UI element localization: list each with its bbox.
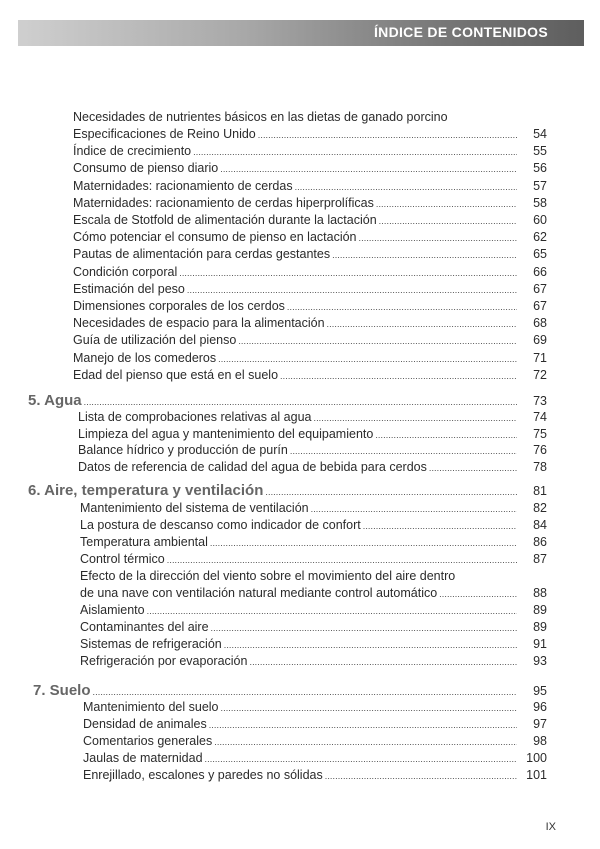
entry-page-number: 98 xyxy=(533,734,547,748)
toc-entry[interactable] xyxy=(78,427,547,443)
entry-label-line: Necesidades de nutrientes básicos en las dietas de ganado porcino xyxy=(73,110,448,124)
entry-label: Mantenimiento del sistema de ventilación xyxy=(80,501,309,515)
dot-leader xyxy=(218,351,517,367)
entry-label: Balance hídrico y producción de purín xyxy=(78,443,288,457)
entry-page-number: 58 xyxy=(533,195,547,210)
entry-label: Aislamiento xyxy=(80,603,145,617)
dot-leader xyxy=(214,734,517,750)
entry-label: Edad del pienso que está en el suelo xyxy=(73,367,279,382)
toc-entry[interactable] xyxy=(73,265,547,281)
toc-entry[interactable] xyxy=(73,179,547,195)
entry-page-number: 65 xyxy=(533,247,547,262)
toc-entry[interactable] xyxy=(78,443,547,459)
toc-entry[interactable] xyxy=(73,196,547,212)
entry-label: Necesidades de espacio para la alimentación xyxy=(73,316,325,331)
section-heading-entry[interactable] xyxy=(33,683,547,700)
entry-page-number: 74 xyxy=(533,410,547,424)
dot-leader xyxy=(359,230,517,246)
entry-page-number: 68 xyxy=(533,316,547,331)
dot-leader xyxy=(211,620,517,636)
dot-leader xyxy=(209,717,517,733)
entry-page-number: 75 xyxy=(533,426,547,441)
entry-page-number: 73 xyxy=(533,394,547,408)
toc-entry[interactable] xyxy=(78,410,547,426)
toc-entry[interactable] xyxy=(83,717,547,733)
section-heading-entry[interactable] xyxy=(28,393,547,410)
dot-leader xyxy=(295,179,517,195)
entry-label: Jaulas de maternidad xyxy=(83,751,203,765)
entry-page-number: 69 xyxy=(533,333,547,348)
entry-page-number: 55 xyxy=(533,144,547,159)
entry-label: Contaminantes del aire xyxy=(80,620,209,634)
entry-page-number: 56 xyxy=(533,161,547,176)
dot-leader xyxy=(205,751,517,767)
dot-leader xyxy=(179,265,517,281)
toc-entry[interactable] xyxy=(73,247,547,263)
entry-page-number: 95 xyxy=(533,684,547,698)
entry-label: Índice de crecimiento xyxy=(73,144,192,159)
toc-entry[interactable] xyxy=(78,460,547,476)
entry-label: Densidad de animales xyxy=(83,717,207,731)
entry-page-number: 54 xyxy=(533,127,547,141)
entry-label: Cómo potenciar el consumo de pienso en lactación xyxy=(73,230,357,245)
dot-leader xyxy=(311,501,517,517)
dot-leader xyxy=(313,410,517,426)
entry-page-number: 89 xyxy=(533,620,547,634)
entry-page-number: 88 xyxy=(533,586,547,600)
entry-page-number: 87 xyxy=(533,552,547,566)
toc-entry[interactable] xyxy=(80,501,547,517)
toc-entry[interactable] xyxy=(73,213,547,229)
toc-entry[interactable] xyxy=(80,552,547,568)
dot-leader xyxy=(327,316,517,332)
section-title: 7. Suelo xyxy=(33,682,91,699)
dot-leader xyxy=(379,213,517,229)
dot-leader xyxy=(265,484,517,500)
toc-entry[interactable] xyxy=(80,518,547,534)
dot-leader xyxy=(221,700,518,716)
dot-leader xyxy=(375,427,517,443)
entry-label: Sistemas de refrigeración xyxy=(80,637,222,651)
dot-leader xyxy=(439,586,517,602)
entry-label: La postura de descanso como indicador de confort xyxy=(80,518,361,532)
dot-leader xyxy=(224,637,517,653)
entry-label: Control térmico xyxy=(80,552,165,566)
toc-entry[interactable] xyxy=(73,351,547,367)
entry-page-number: 57 xyxy=(533,178,547,193)
toc-entry[interactable] xyxy=(83,700,547,716)
page-number: IX xyxy=(545,821,556,833)
entry-page-number: 78 xyxy=(533,459,547,474)
toc-entry[interactable] xyxy=(83,751,547,767)
entry-label: Pautas de alimentación para cerdas gestantes xyxy=(73,247,331,262)
dot-leader xyxy=(210,535,517,551)
toc-entry[interactable] xyxy=(80,586,547,602)
dot-leader xyxy=(280,368,517,384)
toc-entry[interactable] xyxy=(73,144,547,160)
toc-entry[interactable] xyxy=(73,316,547,332)
entry-label: Comentarios generales xyxy=(83,734,213,748)
entry-label: Guía de utilización del pienso xyxy=(73,333,237,348)
dot-leader xyxy=(376,196,517,212)
toc-entry[interactable] xyxy=(80,620,547,636)
dot-leader xyxy=(290,443,517,459)
entry-page-number: 96 xyxy=(533,700,547,714)
entry-label: Refrigeración por evaporación xyxy=(80,654,248,668)
dot-leader xyxy=(93,684,517,700)
entry-page-number: 72 xyxy=(533,367,547,382)
entry-label: Manejo de los comederos xyxy=(73,350,217,365)
entry-page-number: 101 xyxy=(526,768,547,782)
entry-page-number: 62 xyxy=(533,230,547,245)
dot-leader xyxy=(167,552,517,568)
entry-page-number: 93 xyxy=(533,654,547,668)
toc-entry[interactable] xyxy=(73,127,547,143)
entry-page-number: 66 xyxy=(533,264,547,279)
entry-page-number: 81 xyxy=(533,484,547,498)
dot-leader xyxy=(287,299,517,315)
toc-entry[interactable] xyxy=(83,734,547,750)
dot-leader xyxy=(363,518,517,534)
toc-entry[interactable] xyxy=(73,368,547,384)
entry-page-number: 60 xyxy=(533,213,547,227)
toc-entry[interactable] xyxy=(83,768,547,784)
toc-entry[interactable] xyxy=(80,535,547,551)
header-bar xyxy=(18,20,584,46)
entry-label: Temperatura ambiental xyxy=(80,535,208,549)
dot-leader xyxy=(187,282,517,298)
entry-page-number: 89 xyxy=(533,603,547,617)
entry-page-number: 71 xyxy=(533,350,547,365)
entry-label: Mantenimiento del suelo xyxy=(83,700,219,714)
dot-leader xyxy=(332,247,517,263)
entry-page-number: 76 xyxy=(533,443,547,457)
dot-leader xyxy=(84,394,517,410)
entry-page-number: 67 xyxy=(533,281,547,296)
dot-leader xyxy=(147,603,517,619)
entry-page-number: 82 xyxy=(533,501,547,515)
entry-label: Estimación del peso xyxy=(73,281,185,296)
entry-label: Escala de Stotfold de alimentación durante la lactación xyxy=(73,213,377,227)
toc-entry[interactable] xyxy=(73,299,547,315)
toc-entry[interactable] xyxy=(80,654,547,670)
entry-page-number: 100 xyxy=(526,751,547,765)
entry-label: Especificaciones de Reino Unido xyxy=(73,127,256,141)
toc-entry[interactable] xyxy=(73,161,547,177)
entry-page-number: 86 xyxy=(533,535,547,549)
entry-label: Maternidades: racionamiento de cerdas xyxy=(73,178,293,193)
section-heading-entry[interactable] xyxy=(28,483,547,500)
entry-page-number: 97 xyxy=(533,717,547,731)
entry-label: Limpieza del agua y mantenimiento del equipamiento xyxy=(78,426,374,441)
dot-leader xyxy=(193,144,517,160)
entry-label-line: Efecto de la dirección del viento sobre el movimiento del aire dentro xyxy=(80,569,456,583)
section-title: 5. Agua xyxy=(28,392,82,409)
entry-label: Dimensiones corporales de los cerdos xyxy=(73,299,285,313)
entry-label: Lista de comprobaciones relativas al agua xyxy=(78,410,312,424)
entry-page-number: 91 xyxy=(533,637,547,651)
entry-label: Maternidades: racionamiento de cerdas hiperprolíficas xyxy=(73,195,374,210)
toc-entry[interactable] xyxy=(73,230,547,246)
toc-entry[interactable] xyxy=(80,603,547,619)
entry-page-number: 84 xyxy=(533,518,547,532)
dot-leader xyxy=(258,127,517,143)
entry-label: de una nave con ventilación natural mediante control automático xyxy=(80,586,438,600)
toc-entry[interactable] xyxy=(80,637,547,653)
entry-label: Condición corporal xyxy=(73,264,178,279)
entry-label: Datos de referencia de calidad del agua de bebida para cerdos xyxy=(78,459,427,474)
page-title: ÍNDICE DE CONTENIDOS xyxy=(373,24,548,40)
entry-label: Consumo de pienso diario xyxy=(73,161,219,176)
dot-leader xyxy=(238,333,517,349)
toc-entry[interactable] xyxy=(73,282,547,298)
entry-label: Enrejillado, escalones y paredes no sólidas xyxy=(83,768,323,782)
dot-leader xyxy=(429,460,517,476)
section-title: 6. Aire, temperatura y ventilación xyxy=(28,482,264,499)
dot-leader xyxy=(249,654,517,670)
dot-leader xyxy=(325,768,517,784)
entry-page-number: 67 xyxy=(533,299,547,313)
toc-entry[interactable] xyxy=(73,333,547,349)
dot-leader xyxy=(220,161,517,177)
